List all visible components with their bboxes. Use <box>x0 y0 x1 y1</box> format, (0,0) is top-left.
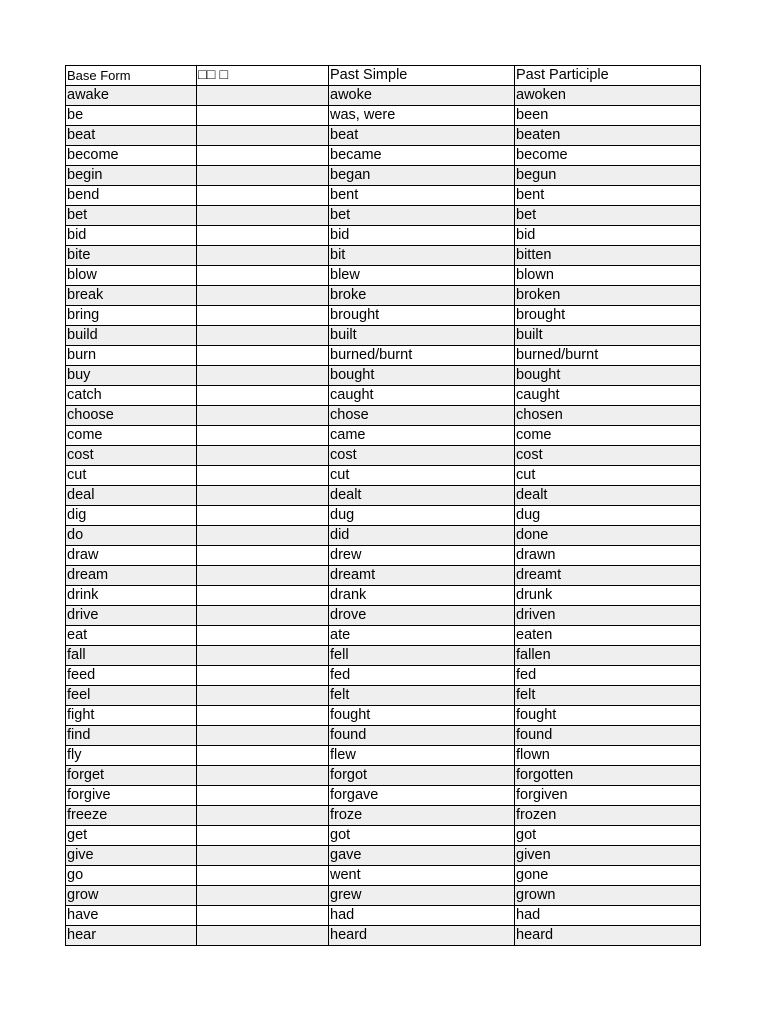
table-row <box>66 146 701 166</box>
past-participle-cell: gone <box>515 866 701 886</box>
base-form-cell: forgive <box>66 786 197 806</box>
past-participle-cell: broken <box>515 286 701 306</box>
table-row <box>66 786 701 806</box>
table-row <box>66 806 701 826</box>
table-row <box>66 646 701 666</box>
meaning-cell <box>197 186 329 206</box>
past-simple-cell: gave <box>329 846 515 866</box>
past-simple-cell: brought <box>329 306 515 326</box>
meaning-cell <box>197 666 329 686</box>
table-row <box>66 906 701 926</box>
table-row <box>66 926 701 946</box>
past-simple-cell: fell <box>329 646 515 666</box>
past-participle-cell: built <box>515 326 701 346</box>
meaning-cell <box>197 866 329 886</box>
past-participle-cell: dealt <box>515 486 701 506</box>
table-row <box>66 326 701 346</box>
past-simple-cell: forgave <box>329 786 515 806</box>
meaning-cell <box>197 466 329 486</box>
past-simple-cell: drank <box>329 586 515 606</box>
past-simple-cell: burned/burnt <box>329 346 515 366</box>
table-row <box>66 426 701 446</box>
base-form-cell: cut <box>66 466 197 486</box>
past-participle-cell: forgiven <box>515 786 701 806</box>
past-participle-cell: fed <box>515 666 701 686</box>
past-simple-cell: forgot <box>329 766 515 786</box>
meaning-cell <box>197 846 329 866</box>
past-participle-cell: given <box>515 846 701 866</box>
past-participle-cell: beaten <box>515 126 701 146</box>
meaning-cell <box>197 886 329 906</box>
base-form-cell: catch <box>66 386 197 406</box>
base-form-cell: cost <box>66 446 197 466</box>
past-participle-cell: bid <box>515 226 701 246</box>
past-simple-cell: flew <box>329 746 515 766</box>
table-row <box>66 566 701 586</box>
past-simple-cell: dealt <box>329 486 515 506</box>
past-participle-cell: got <box>515 826 701 846</box>
table-header-row <box>66 66 701 86</box>
past-participle-cell: grown <box>515 886 701 906</box>
base-form-cell: bite <box>66 246 197 266</box>
base-form-cell: build <box>66 326 197 346</box>
meaning-cell <box>197 306 329 326</box>
past-simple-cell: got <box>329 826 515 846</box>
meaning-cell <box>197 106 329 126</box>
base-form-cell: burn <box>66 346 197 366</box>
table-row <box>66 826 701 846</box>
meaning-cell <box>197 606 329 626</box>
meaning-cell <box>197 86 329 106</box>
base-form-cell: get <box>66 826 197 846</box>
table-row <box>66 466 701 486</box>
past-participle-cell: dreamt <box>515 566 701 586</box>
base-form-cell: break <box>66 286 197 306</box>
irregular-verbs-table <box>65 65 701 946</box>
meaning-cell <box>197 566 329 586</box>
meaning-cell <box>197 806 329 826</box>
base-form-cell: go <box>66 866 197 886</box>
table-row <box>66 306 701 326</box>
base-form-cell: drink <box>66 586 197 606</box>
past-simple-cell: cut <box>329 466 515 486</box>
past-simple-cell: bet <box>329 206 515 226</box>
past-simple-cell: bit <box>329 246 515 266</box>
past-simple-cell: blew <box>329 266 515 286</box>
past-simple-cell: froze <box>329 806 515 826</box>
base-form-cell: feed <box>66 666 197 686</box>
past-participle-cell: fallen <box>515 646 701 666</box>
past-participle-cell: found <box>515 726 701 746</box>
base-form-cell: dream <box>66 566 197 586</box>
meaning-cell <box>197 446 329 466</box>
past-participle-cell: burned/burnt <box>515 346 701 366</box>
past-participle-cell: frozen <box>515 806 701 826</box>
past-participle-cell: bought <box>515 366 701 386</box>
past-participle-cell: been <box>515 106 701 126</box>
base-form-cell: have <box>66 906 197 926</box>
table-row <box>66 606 701 626</box>
table-row <box>66 586 701 606</box>
verb-table-sheet <box>65 65 700 946</box>
base-form-cell: feel <box>66 686 197 706</box>
table-row <box>66 266 701 286</box>
table-row <box>66 686 701 706</box>
past-participle-cell: blown <box>515 266 701 286</box>
base-form-cell: begin <box>66 166 197 186</box>
table-row <box>66 346 701 366</box>
base-form-cell: become <box>66 146 197 166</box>
meaning-cell <box>197 486 329 506</box>
past-simple-cell: had <box>329 906 515 926</box>
past-simple-cell: caught <box>329 386 515 406</box>
meaning-cell <box>197 226 329 246</box>
past-simple-cell: drew <box>329 546 515 566</box>
past-simple-cell: was, were <box>329 106 515 126</box>
table-row <box>66 846 701 866</box>
table-row <box>66 486 701 506</box>
past-participle-cell: eaten <box>515 626 701 646</box>
past-participle-cell: become <box>515 146 701 166</box>
past-participle-cell: flown <box>515 746 701 766</box>
past-simple-cell: built <box>329 326 515 346</box>
base-form-cell: bet <box>66 206 197 226</box>
base-form-cell: buy <box>66 366 197 386</box>
base-form-cell: dig <box>66 506 197 526</box>
table-row <box>66 626 701 646</box>
meaning-cell <box>197 926 329 946</box>
past-simple-cell: became <box>329 146 515 166</box>
table-row <box>66 506 701 526</box>
past-simple-cell: did <box>329 526 515 546</box>
past-simple-cell: drove <box>329 606 515 626</box>
past-simple-cell: found <box>329 726 515 746</box>
base-form-cell: deal <box>66 486 197 506</box>
past-simple-cell: ate <box>329 626 515 646</box>
meaning-cell <box>197 206 329 226</box>
past-simple-cell: bought <box>329 366 515 386</box>
past-simple-cell: broke <box>329 286 515 306</box>
base-form-cell: drive <box>66 606 197 626</box>
base-form-cell: beat <box>66 126 197 146</box>
meaning-cell <box>197 126 329 146</box>
past-participle-cell: heard <box>515 926 701 946</box>
header-past-participle: Past Participle <box>515 66 701 86</box>
meaning-cell <box>197 426 329 446</box>
base-form-cell: come <box>66 426 197 446</box>
meaning-cell <box>197 766 329 786</box>
table-row <box>66 106 701 126</box>
table-row <box>66 766 701 786</box>
base-form-cell: fly <box>66 746 197 766</box>
table-row <box>66 186 701 206</box>
table-row <box>66 886 701 906</box>
past-simple-cell: fed <box>329 666 515 686</box>
table-row <box>66 286 701 306</box>
base-form-cell: freeze <box>66 806 197 826</box>
past-participle-cell: chosen <box>515 406 701 426</box>
meaning-cell <box>197 586 329 606</box>
meaning-cell <box>197 506 329 526</box>
table-row <box>66 386 701 406</box>
table-row <box>66 166 701 186</box>
past-simple-cell: cost <box>329 446 515 466</box>
past-simple-cell: dreamt <box>329 566 515 586</box>
past-simple-cell: fought <box>329 706 515 726</box>
base-form-cell: forget <box>66 766 197 786</box>
meaning-cell <box>197 646 329 666</box>
meaning-cell <box>197 706 329 726</box>
header-meaning: □□ □ <box>197 66 329 86</box>
meaning-cell <box>197 786 329 806</box>
past-participle-cell: begun <box>515 166 701 186</box>
meaning-cell <box>197 346 329 366</box>
meaning-cell <box>197 166 329 186</box>
meaning-cell <box>197 546 329 566</box>
base-form-cell: fall <box>66 646 197 666</box>
base-form-cell: fight <box>66 706 197 726</box>
past-participle-cell: bet <box>515 206 701 226</box>
base-form-cell: eat <box>66 626 197 646</box>
meaning-cell <box>197 626 329 646</box>
past-participle-cell: awoken <box>515 86 701 106</box>
past-simple-cell: grew <box>329 886 515 906</box>
table-row <box>66 406 701 426</box>
past-participle-cell: had <box>515 906 701 926</box>
table-row <box>66 746 701 766</box>
past-participle-cell: cost <box>515 446 701 466</box>
meaning-cell <box>197 906 329 926</box>
past-participle-cell: drawn <box>515 546 701 566</box>
table-row <box>66 666 701 686</box>
meaning-cell <box>197 726 329 746</box>
table-row <box>66 526 701 546</box>
table-row <box>66 246 701 266</box>
past-simple-cell: awoke <box>329 86 515 106</box>
base-form-cell: blow <box>66 266 197 286</box>
base-form-cell: bid <box>66 226 197 246</box>
table-row <box>66 446 701 466</box>
meaning-cell <box>197 266 329 286</box>
meaning-cell <box>197 246 329 266</box>
past-simple-cell: came <box>329 426 515 446</box>
header-base-form: Base Form <box>66 66 197 86</box>
past-simple-cell: went <box>329 866 515 886</box>
table-row <box>66 226 701 246</box>
table-row <box>66 706 701 726</box>
base-form-cell: draw <box>66 546 197 566</box>
past-simple-cell: felt <box>329 686 515 706</box>
meaning-cell <box>197 686 329 706</box>
table-row <box>66 366 701 386</box>
meaning-cell <box>197 386 329 406</box>
base-form-cell: give <box>66 846 197 866</box>
past-participle-cell: driven <box>515 606 701 626</box>
meaning-cell <box>197 146 329 166</box>
past-participle-cell: forgotten <box>515 766 701 786</box>
meaning-cell <box>197 326 329 346</box>
base-form-cell: bring <box>66 306 197 326</box>
meaning-cell <box>197 746 329 766</box>
past-simple-cell: began <box>329 166 515 186</box>
base-form-cell: bend <box>66 186 197 206</box>
header-past-simple: Past Simple <box>329 66 515 86</box>
table-row <box>66 206 701 226</box>
meaning-cell <box>197 826 329 846</box>
past-simple-cell: heard <box>329 926 515 946</box>
base-form-cell: awake <box>66 86 197 106</box>
past-participle-cell: done <box>515 526 701 546</box>
past-simple-cell: dug <box>329 506 515 526</box>
past-participle-cell: brought <box>515 306 701 326</box>
table-row <box>66 866 701 886</box>
table-row <box>66 726 701 746</box>
base-form-cell: choose <box>66 406 197 426</box>
past-participle-cell: caught <box>515 386 701 406</box>
past-participle-cell: felt <box>515 686 701 706</box>
past-participle-cell: dug <box>515 506 701 526</box>
past-participle-cell: drunk <box>515 586 701 606</box>
past-participle-cell: fought <box>515 706 701 726</box>
base-form-cell: grow <box>66 886 197 906</box>
table-row <box>66 546 701 566</box>
meaning-cell <box>197 406 329 426</box>
table-row <box>66 126 701 146</box>
past-participle-cell: cut <box>515 466 701 486</box>
past-simple-cell: chose <box>329 406 515 426</box>
meaning-cell <box>197 286 329 306</box>
past-participle-cell: bitten <box>515 246 701 266</box>
base-form-cell: be <box>66 106 197 126</box>
past-simple-cell: bent <box>329 186 515 206</box>
meaning-cell <box>197 366 329 386</box>
base-form-cell: do <box>66 526 197 546</box>
table-row <box>66 86 701 106</box>
meaning-cell <box>197 526 329 546</box>
past-participle-cell: come <box>515 426 701 446</box>
base-form-cell: hear <box>66 926 197 946</box>
past-participle-cell: bent <box>515 186 701 206</box>
base-form-cell: find <box>66 726 197 746</box>
table-body <box>66 86 701 946</box>
past-simple-cell: beat <box>329 126 515 146</box>
past-simple-cell: bid <box>329 226 515 246</box>
